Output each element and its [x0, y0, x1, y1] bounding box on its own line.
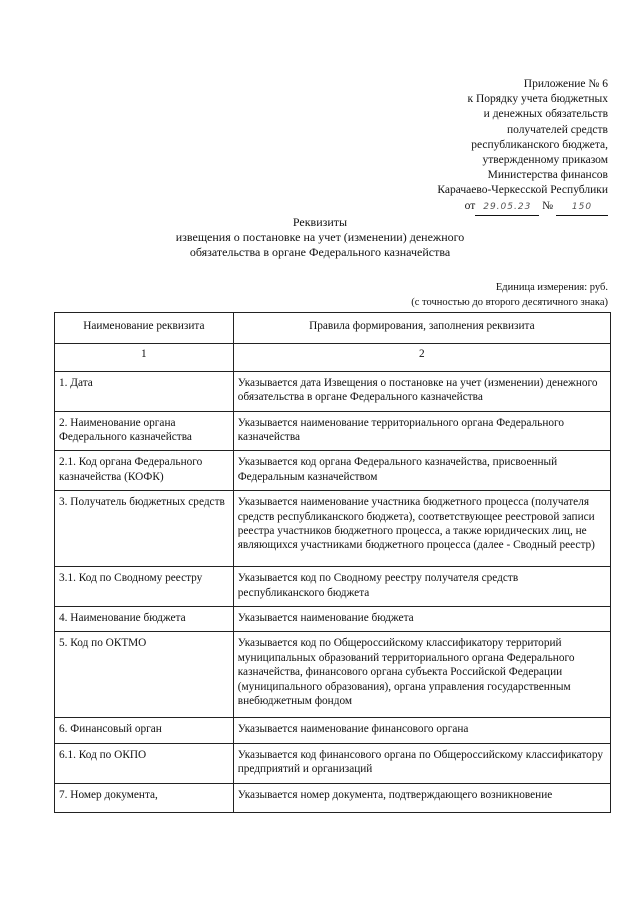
- requisite-name: 3. Получатель бюджетных средств: [55, 491, 234, 567]
- units-line: Единица измерения: руб.: [495, 282, 608, 293]
- table-row: [55, 491, 611, 567]
- table-row: [55, 607, 611, 632]
- requisite-rule: Указывается дата Извещения о постановке на учет (изменении) денежного обязательства в органе Федерального казначейства: [233, 371, 610, 411]
- requisite-name: 6.1. Код по ОКПО: [55, 743, 234, 783]
- table-header-row: [55, 313, 611, 344]
- from-label: от: [464, 199, 476, 212]
- requisite-rule: Указывается наименование финансового органа: [233, 718, 610, 743]
- units-note: [411, 281, 608, 310]
- requisite-name: 6. Финансовый орган: [55, 718, 234, 743]
- appendix-header: [437, 77, 608, 216]
- requisite-name: 7. Номер документа,: [55, 783, 234, 812]
- table-row: [55, 371, 611, 411]
- requisite-name: 4. Наименование бюджета: [55, 607, 234, 632]
- title-line: Реквизиты: [292, 215, 348, 229]
- table-row: [55, 567, 611, 607]
- header-requisite-rules: Правила формирования, заполнения реквизита: [233, 313, 610, 344]
- handwritten-date: 29.05.23: [475, 200, 539, 216]
- document-title: [0, 215, 640, 261]
- title-line: извещения о постановке на учет (изменении) денежного: [175, 230, 465, 245]
- requisite-rule: Указывается код по Сводному реестру получателя средств республиканского бюджета: [233, 567, 610, 607]
- requisite-name: 1. Дата: [55, 371, 234, 411]
- header-requisite-name: Наименование реквизита: [55, 313, 234, 344]
- requisite-rule: Указывается наименование бюджета: [233, 607, 610, 632]
- table-row: [55, 718, 611, 743]
- requisite-rule: Указывается номер документа, подтверждающего возникновение: [233, 783, 610, 812]
- requisites-table: [54, 312, 611, 813]
- handwritten-number: 150: [556, 200, 608, 216]
- table-row: [55, 743, 611, 783]
- requisite-rule: Указывается код финансового органа по Общероссийскому классификатору предприятий и организаций: [233, 743, 610, 783]
- appendix-line: к Порядку учета бюджетных: [467, 93, 608, 106]
- table-row: [55, 411, 611, 451]
- appendix-line: Карачаево-Черкесской Республики: [437, 184, 608, 197]
- appendix-line: Приложение № 6: [523, 78, 608, 90]
- number-label: №: [542, 199, 554, 212]
- requisite-rule: Указывается наименование участника бюджетного процесса (получателя средств республиканского бюджета), соответствующее реестровой записи реестра участников бюджетного процесса, а также юридических лиц, не являющихся участниками бюджетного процесса (далее - Сводный реестр): [233, 491, 610, 567]
- title-line: обязательства в органе Федерального казначейства: [189, 245, 451, 260]
- column-number: 1: [55, 344, 234, 371]
- requisite-name: 3.1. Код по Сводному реестру: [55, 567, 234, 607]
- appendix-line: республиканского бюджета,: [471, 138, 608, 151]
- appendix-line: и денежных обязательств: [483, 108, 608, 121]
- requisite-rule: Указывается код органа Федерального казначейства, присвоенный Федеральным казначейством: [233, 451, 610, 491]
- units-line: (с точностью до второго десятичного знака): [411, 296, 608, 308]
- order-date-number-line: [437, 199, 608, 216]
- appendix-line: утвержденному приказом: [482, 154, 608, 167]
- requisite-name: 5. Код по ОКТМО: [55, 632, 234, 718]
- requisite-name: 2. Наименование органа Федерального казначейства: [55, 411, 234, 451]
- column-number: 2: [233, 344, 610, 371]
- requisite-name: 2.1. Код органа Федерального казначейства (КОФК): [55, 451, 234, 491]
- appendix-line: получателей средств: [506, 123, 608, 136]
- requisite-rule: Указывается наименование территориального органа Федерального казначейства: [233, 411, 610, 451]
- table-row: [55, 632, 611, 718]
- table-row: [55, 783, 611, 812]
- table-row: [55, 451, 611, 491]
- column-number-row: [55, 344, 611, 371]
- requisite-rule: Указывается код по Общероссийскому классификатору территорий муниципальных образований территориального органа Федерального казначейства, финансового органа субъекта Российской Федерации (муниципального образования), органа управления государственным внебюджетным фондом: [233, 632, 610, 718]
- appendix-line: Министерства финансов: [487, 169, 608, 182]
